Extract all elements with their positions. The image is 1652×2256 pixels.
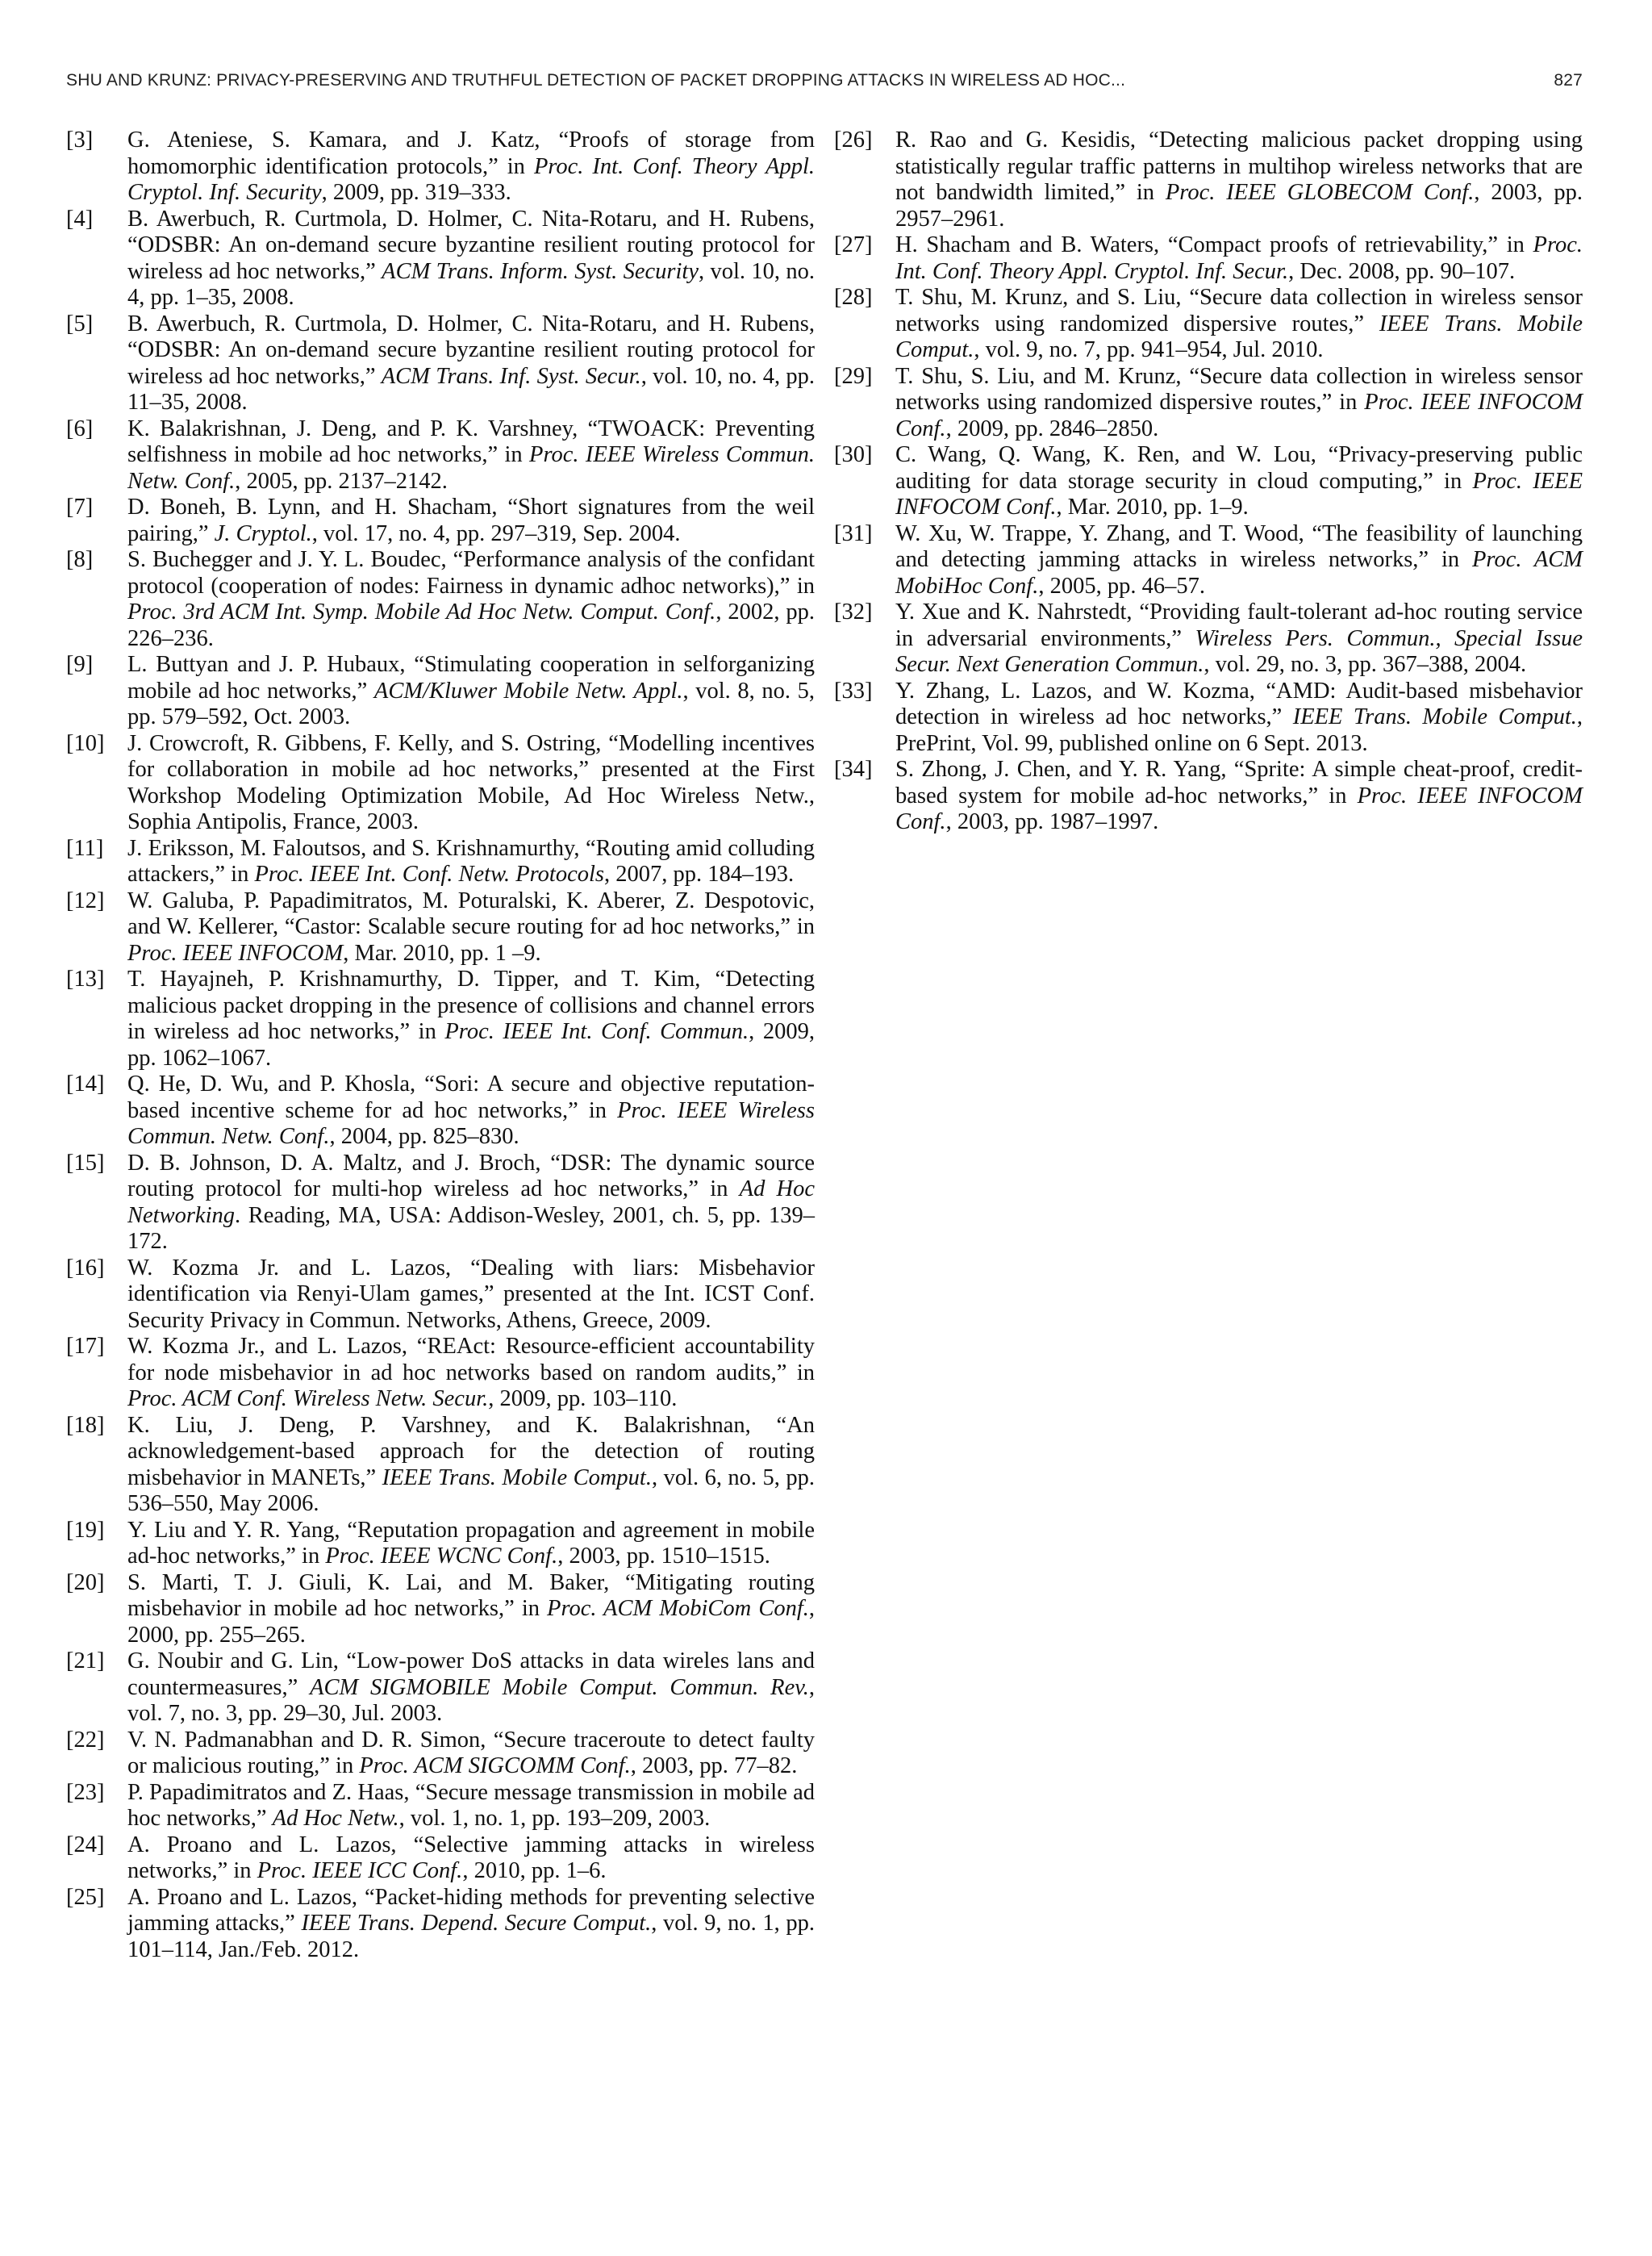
reference-entry [66, 1570, 815, 1649]
reference-text-main: T. Shu, S. Liu, and M. Krunz, “Secure data collection in wireless sensor networks using randomized dispersive routes,” in [895, 363, 1583, 415]
reference-venue: Proc. Int. Conf. Theory Appl. Cryptol. Inf. Security [127, 153, 815, 205]
reference-number: [28] [834, 285, 873, 310]
reference-entry [834, 600, 1583, 679]
reference-details: , vol. 9, no. 7, pp. 941–954, Jul. 2010. [974, 337, 1324, 362]
reference-text-main: B. Awerbuch, R. Curtmola, D. Holmer, C. Nita-Rotaru, and H. Rubens, “ODSBR: An on-demand secure byzantine resilient routing protocol for wireless ad hoc networks,” [127, 206, 815, 284]
reference-text-main: Y. Xue and K. Nahrstedt, “Providing fault-tolerant ad-hoc routing service in adversarial environments,” [895, 600, 1583, 651]
reference-number: [16] [66, 1255, 105, 1280]
reference-number: [11] [66, 835, 104, 861]
reference-text-main: G. Noubir and G. Lin, “Low-power DoS attacks in data wireles lans and countermeasures,” [127, 1648, 815, 1700]
reference-text [895, 757, 1583, 836]
reference-number: [10] [66, 730, 105, 756]
reference-details: , 2005, pp. 2137–2142. [235, 468, 448, 494]
reference-text [127, 731, 815, 836]
reference-details: , vol. 9, no. 1, pp. 101–114, Jan./Feb. 2012. [127, 1911, 815, 1962]
reference-details: , vol. 8, no. 5, pp. 579–592, Oct. 2003. [127, 678, 816, 729]
reference-text-main: R. Rao and G. Kesidis, “Detecting malicious packet dropping using statistically regular traffic patterns in multihop wireless networks that are not bandwidth limited,” in [895, 127, 1583, 205]
reference-text [127, 836, 815, 888]
reference-text-main: H. Shacham and B. Waters, “Compact proofs of retrievability,” in [895, 232, 1533, 257]
reference-entry [66, 731, 815, 836]
reference-entry [66, 416, 815, 495]
reference-text-main: L. Buttyan and J. P. Hubaux, “Stimulating cooperation in selforganizing mobile ad hoc networks,” [127, 652, 815, 704]
reference-details: , vol. 7, no. 3, pp. 29–30, Jul. 2003. [127, 1674, 816, 1726]
reference-text-main: Q. He, D. Wu, and P. Khosla, “Sori: A secure and objective reputation-based incentive scheme for ad hoc networks,” in [127, 1072, 815, 1123]
reference-details: , 2003, pp. 1987–1997. [945, 809, 1159, 834]
reference-text-main: W. Xu, W. Trappe, Y. Zhang, and T. Wood, “The feasibility of launching and detecting jamming attacks in wireless networks,” in [895, 520, 1583, 572]
reference-text [895, 232, 1583, 285]
reference-text [127, 652, 815, 731]
reference-text [895, 364, 1583, 443]
reference-text-main: G. Ateniese, S. Kamara, and J. Katz, “Proofs of storage from homomorphic identification protocols,” in [127, 127, 815, 179]
references-right-column [834, 127, 1583, 836]
reference-text-main: W. Kozma Jr. and L. Lazos, “Dealing with liars: Misbehavior identification via Renyi-Ulam games,” presented at the Int. ICST Conf. Security Privacy in Commun. Networks, Athens, Greece, 2009. [127, 1255, 815, 1333]
reference-text [895, 442, 1583, 521]
reference-entry [66, 1072, 815, 1151]
reference-details: , 2003, pp. 1510–1515. [557, 1544, 770, 1569]
reference-venue: Proc. IEEE INFOCOM Conf. [895, 783, 1583, 834]
reference-number: [21] [66, 1648, 105, 1673]
reference-venue: Proc. ACM Conf. Wireless Netw. Secur. [127, 1386, 489, 1411]
reference-venue: Proc. ACM MobiHoc Conf. [895, 547, 1583, 599]
reference-details: , 2003, pp. 2957–2961. [895, 180, 1583, 232]
reference-text-main: S. Zhong, J. Chen, and Y. R. Yang, “Sprite: A simple cheat-proof, credit-based system for mobile ad-hoc networks,” in [895, 757, 1583, 808]
reference-text [127, 1518, 815, 1570]
reference-number: [27] [834, 232, 873, 257]
reference-text [127, 1648, 815, 1728]
page-number: 827 [1554, 71, 1583, 90]
reference-venue: Proc. IEEE Wireless Commun. Netw. Conf. [127, 1097, 815, 1149]
reference-venue: Proc. IEEE Int. Conf. Netw. Protocols [254, 862, 604, 887]
reference-entry [834, 364, 1583, 443]
references-left-column [66, 127, 815, 1963]
reference-entry [834, 757, 1583, 836]
reference-text [127, 1780, 815, 1832]
reference-details: , Dec. 2008, pp. 90–107. [1288, 258, 1516, 284]
reference-venue: Proc. IEEE WCNC Conf. [325, 1544, 558, 1569]
reference-number: [6] [66, 416, 94, 441]
reference-details: , 2004, pp. 825–830. [329, 1124, 519, 1149]
reference-venue: ACM/Kluwer Mobile Netw. Appl. [373, 678, 683, 704]
reference-venue: Proc. IEEE GLOBECOM Conf. [1165, 180, 1475, 205]
reference-text [127, 1072, 815, 1151]
reference-text [895, 127, 1583, 232]
reference-text [895, 679, 1583, 758]
reference-text [127, 207, 815, 311]
reference-text [127, 888, 815, 967]
reference-number: [32] [834, 600, 873, 625]
reference-number: [3] [66, 127, 94, 152]
reference-details: , 2003, pp. 77–82. [630, 1753, 798, 1778]
reference-details: , 2009, pp. 319–333. [321, 180, 511, 205]
reference-entry [66, 1780, 815, 1832]
reference-number: [33] [834, 678, 873, 704]
reference-entry [834, 442, 1583, 521]
reference-venue: IEEE Trans. Mobile Comput. [895, 311, 1583, 362]
reference-entry [834, 127, 1583, 232]
reference-details: , PrePrint, Vol. 99, published online on 6 Sept. 2013. [895, 704, 1583, 756]
reference-number: [9] [66, 652, 94, 677]
reference-number: [19] [66, 1517, 105, 1543]
reference-venue: Proc. IEEE INFOCOM Conf. [895, 468, 1583, 520]
reference-text-main: B. Awerbuch, R. Curtmola, D. Holmer, C. Nita-Rotaru, and H. Rubens, “ODSBR: An on-demand secure byzantine resilient routing protocol for wireless ad hoc networks,” [127, 311, 815, 389]
reference-number: [24] [66, 1832, 105, 1857]
reference-text [127, 127, 815, 207]
reference-text-main: J. Crowcroft, R. Gibbens, F. Kelly, and S. Ostring, “Modelling incentives for collaboration in mobile ad hoc networks,” presented at the First Workshop Modeling Optimization Mobile, Ad Hoc Wireless Netw., Sophia Antipolis, France, 2003. [127, 730, 815, 834]
reference-text [127, 1255, 815, 1335]
reference-entry [66, 207, 815, 311]
reference-details: , vol. 10, no. 4, pp. 1–35, 2008. [127, 258, 815, 310]
reference-venue: ACM SIGMOBILE Mobile Comput. Commun. Rev. [310, 1674, 809, 1700]
reference-text-main: S. Marti, T. J. Giuli, K. Lai, and M. Baker, “Mitigating routing misbehavior in mobile ad hoc networks,” in [127, 1569, 815, 1621]
reference-number: [20] [66, 1569, 105, 1595]
reference-entry [66, 495, 815, 547]
reference-number: [5] [66, 311, 94, 336]
reference-venue: Proc. IEEE Wireless Commun. Netw. Conf. [127, 442, 815, 494]
reference-venue: ACM Trans. Inform. Syst. Security [382, 258, 699, 284]
reference-entry [66, 1255, 815, 1335]
reference-text [895, 285, 1583, 364]
reference-venue: J. Cryptol. [214, 520, 312, 546]
reference-number: [23] [66, 1779, 105, 1805]
reference-entry [66, 1885, 815, 1964]
reference-entry [66, 652, 815, 731]
reference-text [127, 416, 815, 495]
reference-venue: Wireless Pers. Commun., Special Issue Secur. Next Generation Commun. [895, 625, 1583, 677]
reference-details: , 2000, pp. 255–265. [127, 1596, 815, 1648]
reference-text [127, 1728, 815, 1780]
reference-text [127, 1885, 815, 1964]
reference-text [127, 1334, 815, 1413]
reference-text [895, 600, 1583, 679]
reference-number: [26] [834, 127, 873, 152]
reference-entry [66, 1832, 815, 1885]
reference-entry [66, 888, 815, 967]
reference-text-main: P. Papadimitratos and Z. Haas, “Secure message transmission in mobile ad hoc networks,” [127, 1779, 815, 1831]
reference-entry [834, 679, 1583, 758]
reference-text-main: D. Boneh, B. Lynn, and H. Shacham, “Short signatures from the weil pairing,” [127, 495, 815, 546]
reference-number: [8] [66, 547, 94, 572]
reference-text-main: W. Galuba, P. Papadimitratos, M. Poturalski, K. Aberer, Z. Despotovic, and W. Kellerer, “Castor: Scalable secure routing for ad hoc networks,” in [127, 888, 815, 939]
reference-venue: IEEE Trans. Depend. Secure Comput. [301, 1911, 652, 1936]
reference-entry [66, 1334, 815, 1413]
reference-details: , vol. 17, no. 4, pp. 297–319, Sep. 2004. [311, 520, 681, 546]
reference-number: [14] [66, 1072, 105, 1097]
reference-number: [18] [66, 1412, 105, 1438]
reference-details: , vol. 29, no. 3, pp. 367–388, 2004. [1204, 652, 1527, 677]
reference-number: [15] [66, 1150, 105, 1176]
reference-text [127, 311, 815, 416]
reference-text-main: A. Proano and L. Lazos, “Selective jamming attacks in wireless networks,” in [127, 1832, 815, 1883]
reference-text [127, 495, 815, 547]
running-header-title: SHU AND KRUNZ: PRIVACY-PRESERVING AND TRUTHFUL DETECTION OF PACKET DROPPING ATTACKS IN WIRELESS AD HOC... [66, 71, 1126, 90]
reference-venue: ACM Trans. Inf. Syst. Secur. [381, 363, 641, 389]
reference-entry [834, 521, 1583, 600]
reference-number: [30] [834, 442, 873, 467]
reference-text-main: K. Liu, J. Deng, P. Varshney, and K. Balakrishnan, “An acknowledgement-based approach for the detection of routing misbehavior in MANETs,” [127, 1412, 815, 1490]
reference-text-main: T. Hayajneh, P. Krishnamurthy, D. Tipper, and T. Kim, “Detecting malicious packet dropping in the presence of collisions and channel errors in wireless ad hoc networks,” in [127, 967, 815, 1044]
reference-venue: Proc. Int. Conf. Theory Appl. Cryptol. Inf. Secur. [895, 232, 1583, 284]
reference-text-main: S. Buchegger and J. Y. L. Boudec, “Performance analysis of the confidant protocol (cooperation of nodes: Fairness in dynamic adhoc networks),” in [127, 547, 815, 599]
reference-venue: Proc. IEEE INFOCOM Conf. [895, 390, 1583, 441]
reference-details: , vol. 6, no. 5, pp. 536–550, May 2006. [127, 1464, 815, 1516]
reference-details: , 2005, pp. 46–57. [1038, 573, 1205, 599]
reference-entry [66, 1518, 815, 1570]
reference-text [127, 1151, 815, 1255]
reference-text-main: V. N. Padmanabhan and D. R. Simon, “Secure traceroute to detect faulty or malicious routing,” in [127, 1727, 815, 1778]
reference-entry [66, 1151, 815, 1255]
reference-venue: Ad Hoc Networking [127, 1176, 815, 1228]
reference-entry [66, 311, 815, 416]
reference-text [127, 547, 815, 652]
reference-venue: Proc. IEEE ICC Conf. [257, 1858, 463, 1883]
reference-details: , 2009, pp. 103–110. [488, 1386, 678, 1411]
reference-venue: Proc. IEEE Int. Conf. Commun. [444, 1019, 749, 1044]
reference-text-main: A. Proano and L. Lazos, “Packet-hiding methods for preventing selective jamming attacks,” [127, 1884, 815, 1936]
reference-number: [31] [834, 520, 873, 546]
reference-number: [22] [66, 1727, 105, 1753]
reference-text-main: W. Kozma Jr., and L. Lazos, “REAct: Resource-efficient accountability for node misbehavior in ad hoc networks based on random audits,” in [127, 1334, 815, 1385]
reference-details: , 2009, pp. 2846–2850. [945, 416, 1159, 441]
reference-text [127, 967, 815, 1072]
reference-venue: Proc. ACM MobiCom Conf. [547, 1596, 809, 1621]
reference-number: [25] [66, 1884, 105, 1910]
reference-text [127, 1832, 815, 1885]
reference-text-main: J. Eriksson, M. Faloutsos, and S. Krishnamurthy, “Routing amid colluding attackers,” in [127, 835, 815, 887]
reference-text [895, 521, 1583, 600]
reference-details: , vol. 10, no. 4, pp. 11–35, 2008. [127, 363, 815, 415]
reference-text-main: D. B. Johnson, D. A. Maltz, and J. Broch, “DSR: The dynamic source routing protocol for multi-hop wireless ad hoc networks,” in [127, 1150, 815, 1201]
reference-details: . Reading, MA, USA: Addison-Wesley, 2001, ch. 5, pp. 139–172. [127, 1202, 815, 1254]
reference-venue: Proc. IEEE INFOCOM [127, 940, 344, 966]
reference-entry [834, 232, 1583, 285]
reference-text-main: T. Shu, M. Krunz, and S. Liu, “Secure data collection in wireless sensor networks using randomized dispersive routes,” [895, 285, 1583, 336]
reference-venue: Proc. 3rd ACM Int. Symp. Mobile Ad Hoc Netw. Comput. Conf. [127, 600, 716, 625]
reference-text-main: C. Wang, Q. Wang, K. Ren, and W. Lou, “Privacy-preserving public auditing for data storage security in cloud computing,” in [895, 442, 1583, 494]
reference-details: , Mar. 2010, pp. 1–9. [1056, 495, 1249, 520]
reference-number: [17] [66, 1334, 105, 1359]
reference-text [127, 1413, 815, 1518]
reference-number: [7] [66, 495, 94, 520]
reference-entry [66, 836, 815, 888]
reference-venue: IEEE Trans. Mobile Comput. [1292, 704, 1577, 729]
reference-details: , Mar. 2010, pp. 1 –9. [343, 940, 541, 966]
reference-number: [13] [66, 967, 105, 992]
reference-entry [66, 967, 815, 1072]
reference-number: [12] [66, 888, 105, 913]
reference-venue: Ad Hoc Netw. [272, 1806, 399, 1831]
reference-details: , 2002, pp. 226–236. [127, 600, 816, 651]
reference-details: , 2007, pp. 184–193. [603, 862, 795, 887]
reference-text-main: Y. Zhang, L. Lazos, and W. Kozma, “AMD: Audit-based misbehavior detection in wireless ad hoc networks,” [895, 678, 1583, 729]
reference-text [127, 1570, 815, 1649]
reference-entry [66, 1413, 815, 1518]
reference-number: [4] [66, 206, 94, 232]
reference-entry [66, 547, 815, 652]
reference-text-main: Y. Liu and Y. R. Yang, “Reputation propagation and agreement in mobile ad-hoc networks,” in [127, 1517, 815, 1569]
reference-venue: Proc. ACM SIGCOMM Conf. [359, 1753, 631, 1778]
reference-details: , 2010, pp. 1–6. [462, 1858, 607, 1883]
reference-entry [834, 285, 1583, 364]
reference-number: [34] [834, 757, 873, 782]
reference-text-main: K. Balakrishnan, J. Deng, and P. K. Varshney, “TWOACK: Preventing selfishness in mobile ad hoc networks,” in [127, 416, 815, 467]
reference-entry [66, 127, 815, 207]
reference-number: [29] [834, 363, 873, 389]
reference-details: , 2009, pp. 1062–1067. [127, 1019, 815, 1071]
reference-details: , vol. 1, no. 1, pp. 193–209, 2003. [398, 1806, 711, 1831]
reference-entry [66, 1648, 815, 1728]
reference-entry [66, 1728, 815, 1780]
reference-venue: IEEE Trans. Mobile Comput. [382, 1464, 652, 1490]
